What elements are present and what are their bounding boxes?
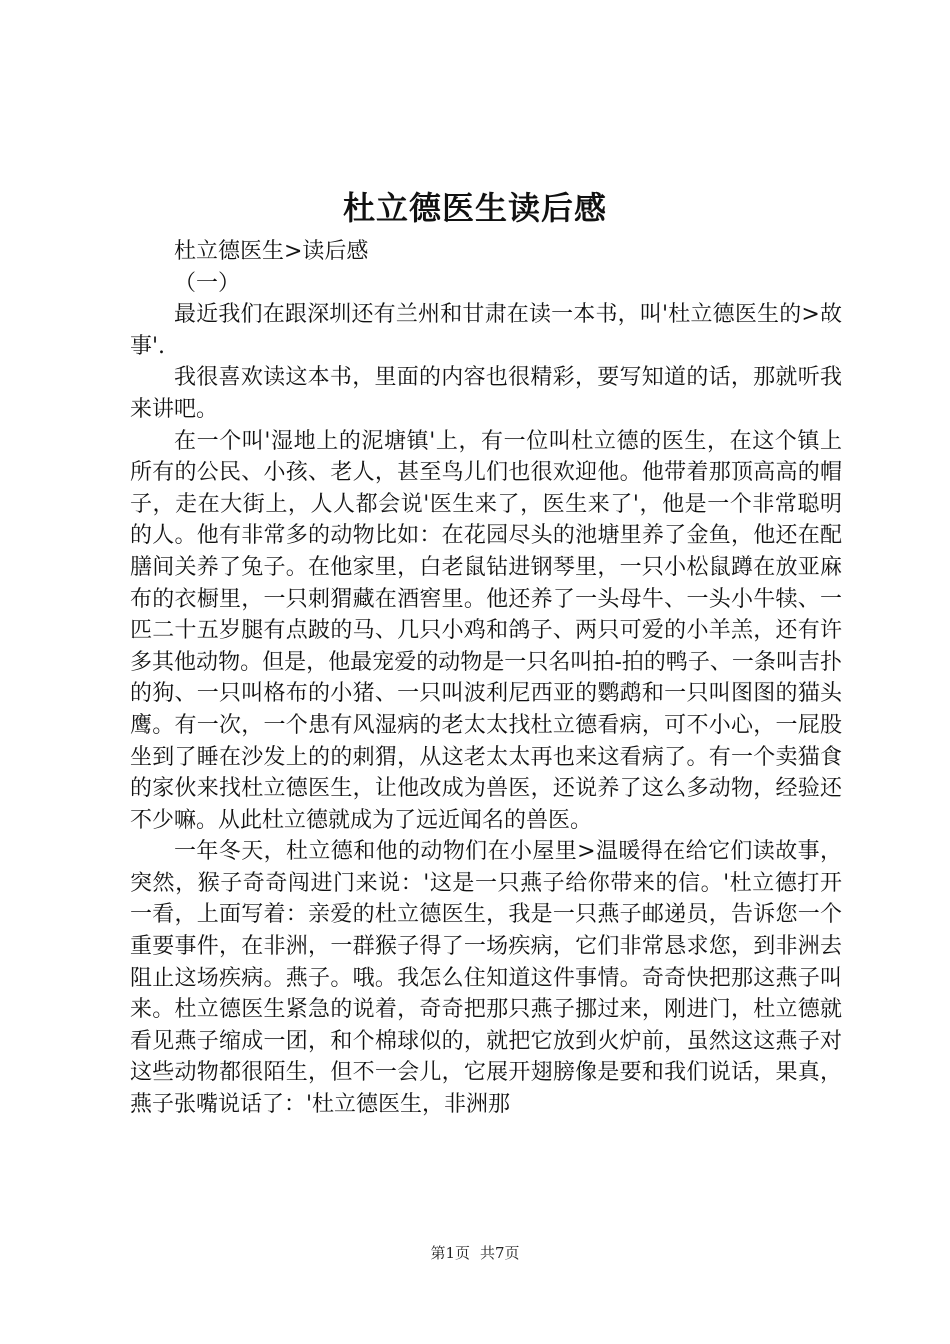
document-title: 杜立德医生读后感 <box>342 189 607 227</box>
page-total: 共7页 <box>480 1244 520 1262</box>
paragraph: 我很喜欢读这本书，里面的内容也很精彩，要写知道的话，那就听我来讲吧。 <box>130 365 842 422</box>
page-number: 第1页 <box>430 1244 470 1262</box>
paragraph: 一年冬天，杜立德和他的动物们在小屋里>温暖得在给它们读故事，突然，猴子奇奇闯进门来说：'这是一只燕子给你带来的信。'杜立德打开一看，上面写着：亲爱的杜立德医生，我是一只燕子邮递员，告诉您一个重要事件，在非洲，一群猴子得了一场疾病，它们非常恳求您，到非洲去阻止这场疾病。燕子。哦。我怎么住知道这件事情。奇奇快把那这燕子叫来。杜立德医生紧急的说着，奇奇把那只燕子挪过来，刚进门，杜立德就看见燕子缩成一团，和个棉球似的，就把它放到火炉前，虽然这这燕子对这些动物都很陌生，但不一会儿，它展开翅膀像是要和我们说话，果真，燕子张嘴说话了：'杜立德医生，非洲那 <box>130 839 842 1118</box>
paragraph-heading: 杜立德医生>读后感 <box>174 239 369 264</box>
paragraph: 在一个叫'湿地上的泥塘镇'上，有一位叫杜立德的医生，在这个镇上所有的公民、小孩、老人，甚至鸟儿们也很欢迎他。他带着那顶高高的帽子，走在大街上，人人都会说'医生来了，医生来了'，他是一个非常聪明的人。他有非常多的动物比如：在花园尽头的池塘里养了金鱼，他还在配膳间关养了兔子。在他家里，白老鼠钻进钢琴里，一只小松鼠蹲在放亚麻布的衣橱里，一只刺猬藏在酒窖里。他还养了一头母牛、一头小牛犊、一匹二十五岁腿有点跛的马、几只小鸡和鸽子、两只可爱的小羊羔，还有许多其他动物。但是，他最宠爱的动物是一只名叫拍-拍的鸭子、一条叫吉扑的狗、一只叫格布的小猪、一只叫波利尼西亚的鹦鹉和一只叫图图的猫头鹰。有一次，一个患有风湿病的老太太找杜立德看病，可不小心，一屁股坐到了睡在沙发上的的刺猬，从这老太太再也来这看病了。有一个卖猫食的家伙来找杜立德医生，让他改成为兽医，还说养了这么多动物，经验还不少嘛。从此杜立德就成为了远近闻名的兽医。 <box>130 428 842 833</box>
paragraph: 最近我们在跟深圳还有兰州和甘肃在读一本书，叫'杜立德医生的>故事'. <box>130 302 842 359</box>
paragraph-section-marker: （一） <box>174 270 241 296</box>
page-footer <box>0 1243 950 1263</box>
document-body <box>130 236 842 1121</box>
